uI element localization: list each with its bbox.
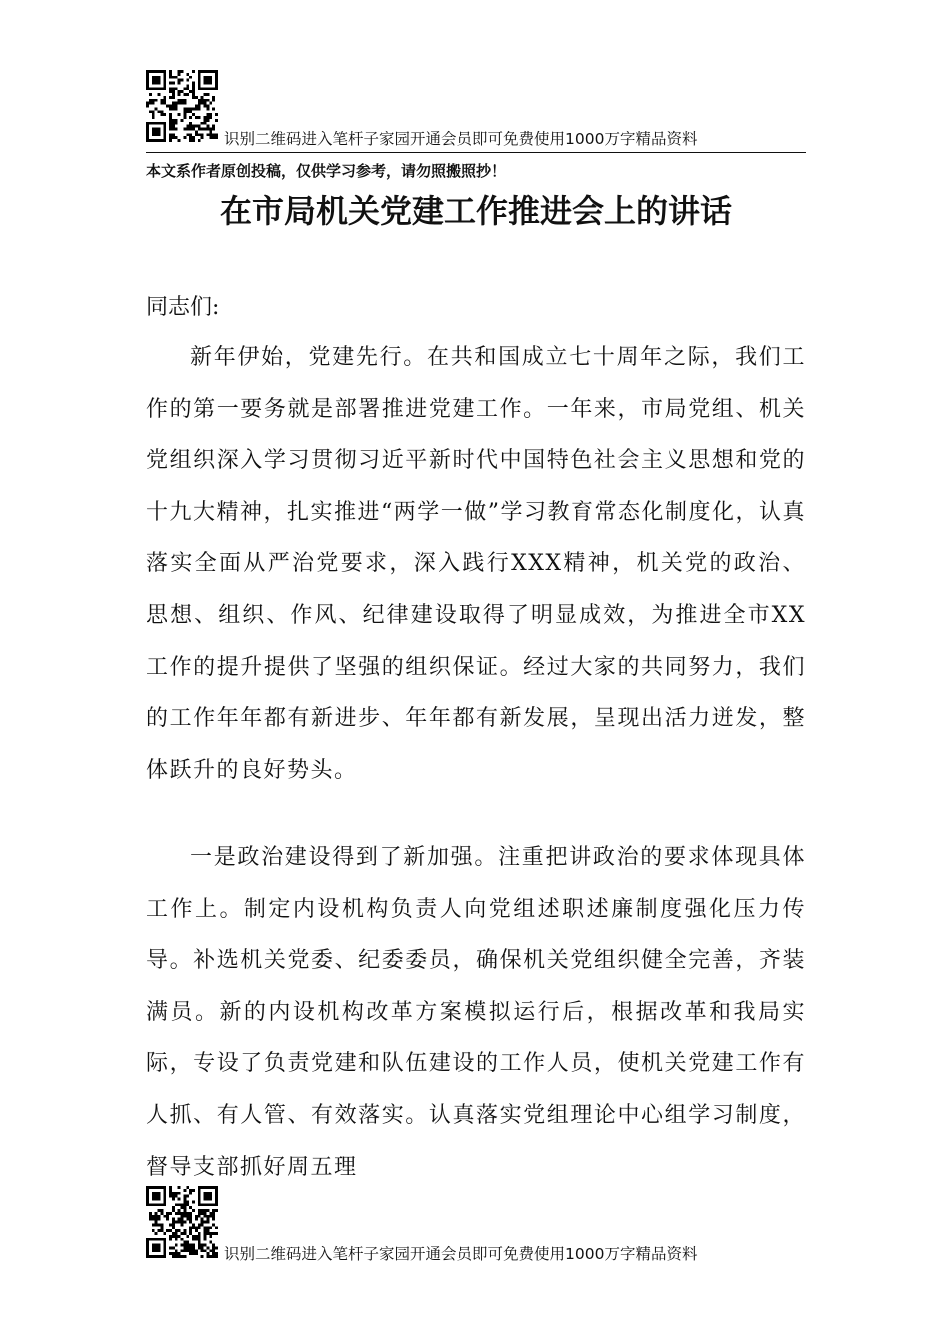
body-paragraph-2 — [146, 832, 806, 1193]
salutation: 同志们: — [146, 295, 220, 320]
page-title: 在市局机关党建工作推进会上的讲话 — [219, 192, 732, 230]
header-divider — [146, 152, 806, 153]
paragraph-lead: 一是政治建设得到了新加强。 — [190, 845, 499, 870]
copyright-notice: 本文系作者原创投稿，仅供学习参考，请勿照搬照抄！ — [146, 162, 507, 180]
footer-banner-text: 识别二维码进入笔杆子家园开通会员即可免费使用1000万字精品资料 — [224, 1245, 698, 1263]
body-paragraph-1 — [146, 332, 806, 796]
header-banner-text: 识别二维码进入笔杆子家园开通会员即可免费使用1000万字精品资料 — [224, 130, 698, 148]
paragraph-text: 注重把讲政治的要求体现具体工作上。制定内设机构负责人向党组述职述廉制度强化压力传导。补选机关党委、纪委委员，确保机关党组织健全完善，齐装满员。新的内设机构改革方案模拟运行后，根据改革和我局实际，专设了负责党建和队伍建设的工作人员，使机关党建工作有人抓、有人管、有效落实。认真落实党组理论中心组学习制度，督导支部抓好周五理 — [146, 845, 806, 1180]
header-qr-code-icon[interactable] — [146, 70, 218, 142]
footer-qr-code-icon[interactable] — [146, 1186, 218, 1258]
paragraph-text: 新年伊始，党建先行。在共和国成立七十周年之际，我们工作的第一要务就是部署推进党建工作。一年来，市局党组、机关党组织深入学习贯彻习近平新时代中国特色社会主义思想和党的十九大精神，扎实推进“两学一做”学习教育常态化制度化，认真落实全面从严治党要求，深入践行XXX精神，机关党的政治、思想、组织、作风、纪律建设取得了明显成效，为推进全市XX工作的提升提供了坚强的组织保证。经过大家的共同努力，我们的工作年年都有新进步、年年都有新发展，呈现出活力迸发，整体跃升的良好势头。 — [146, 345, 806, 783]
